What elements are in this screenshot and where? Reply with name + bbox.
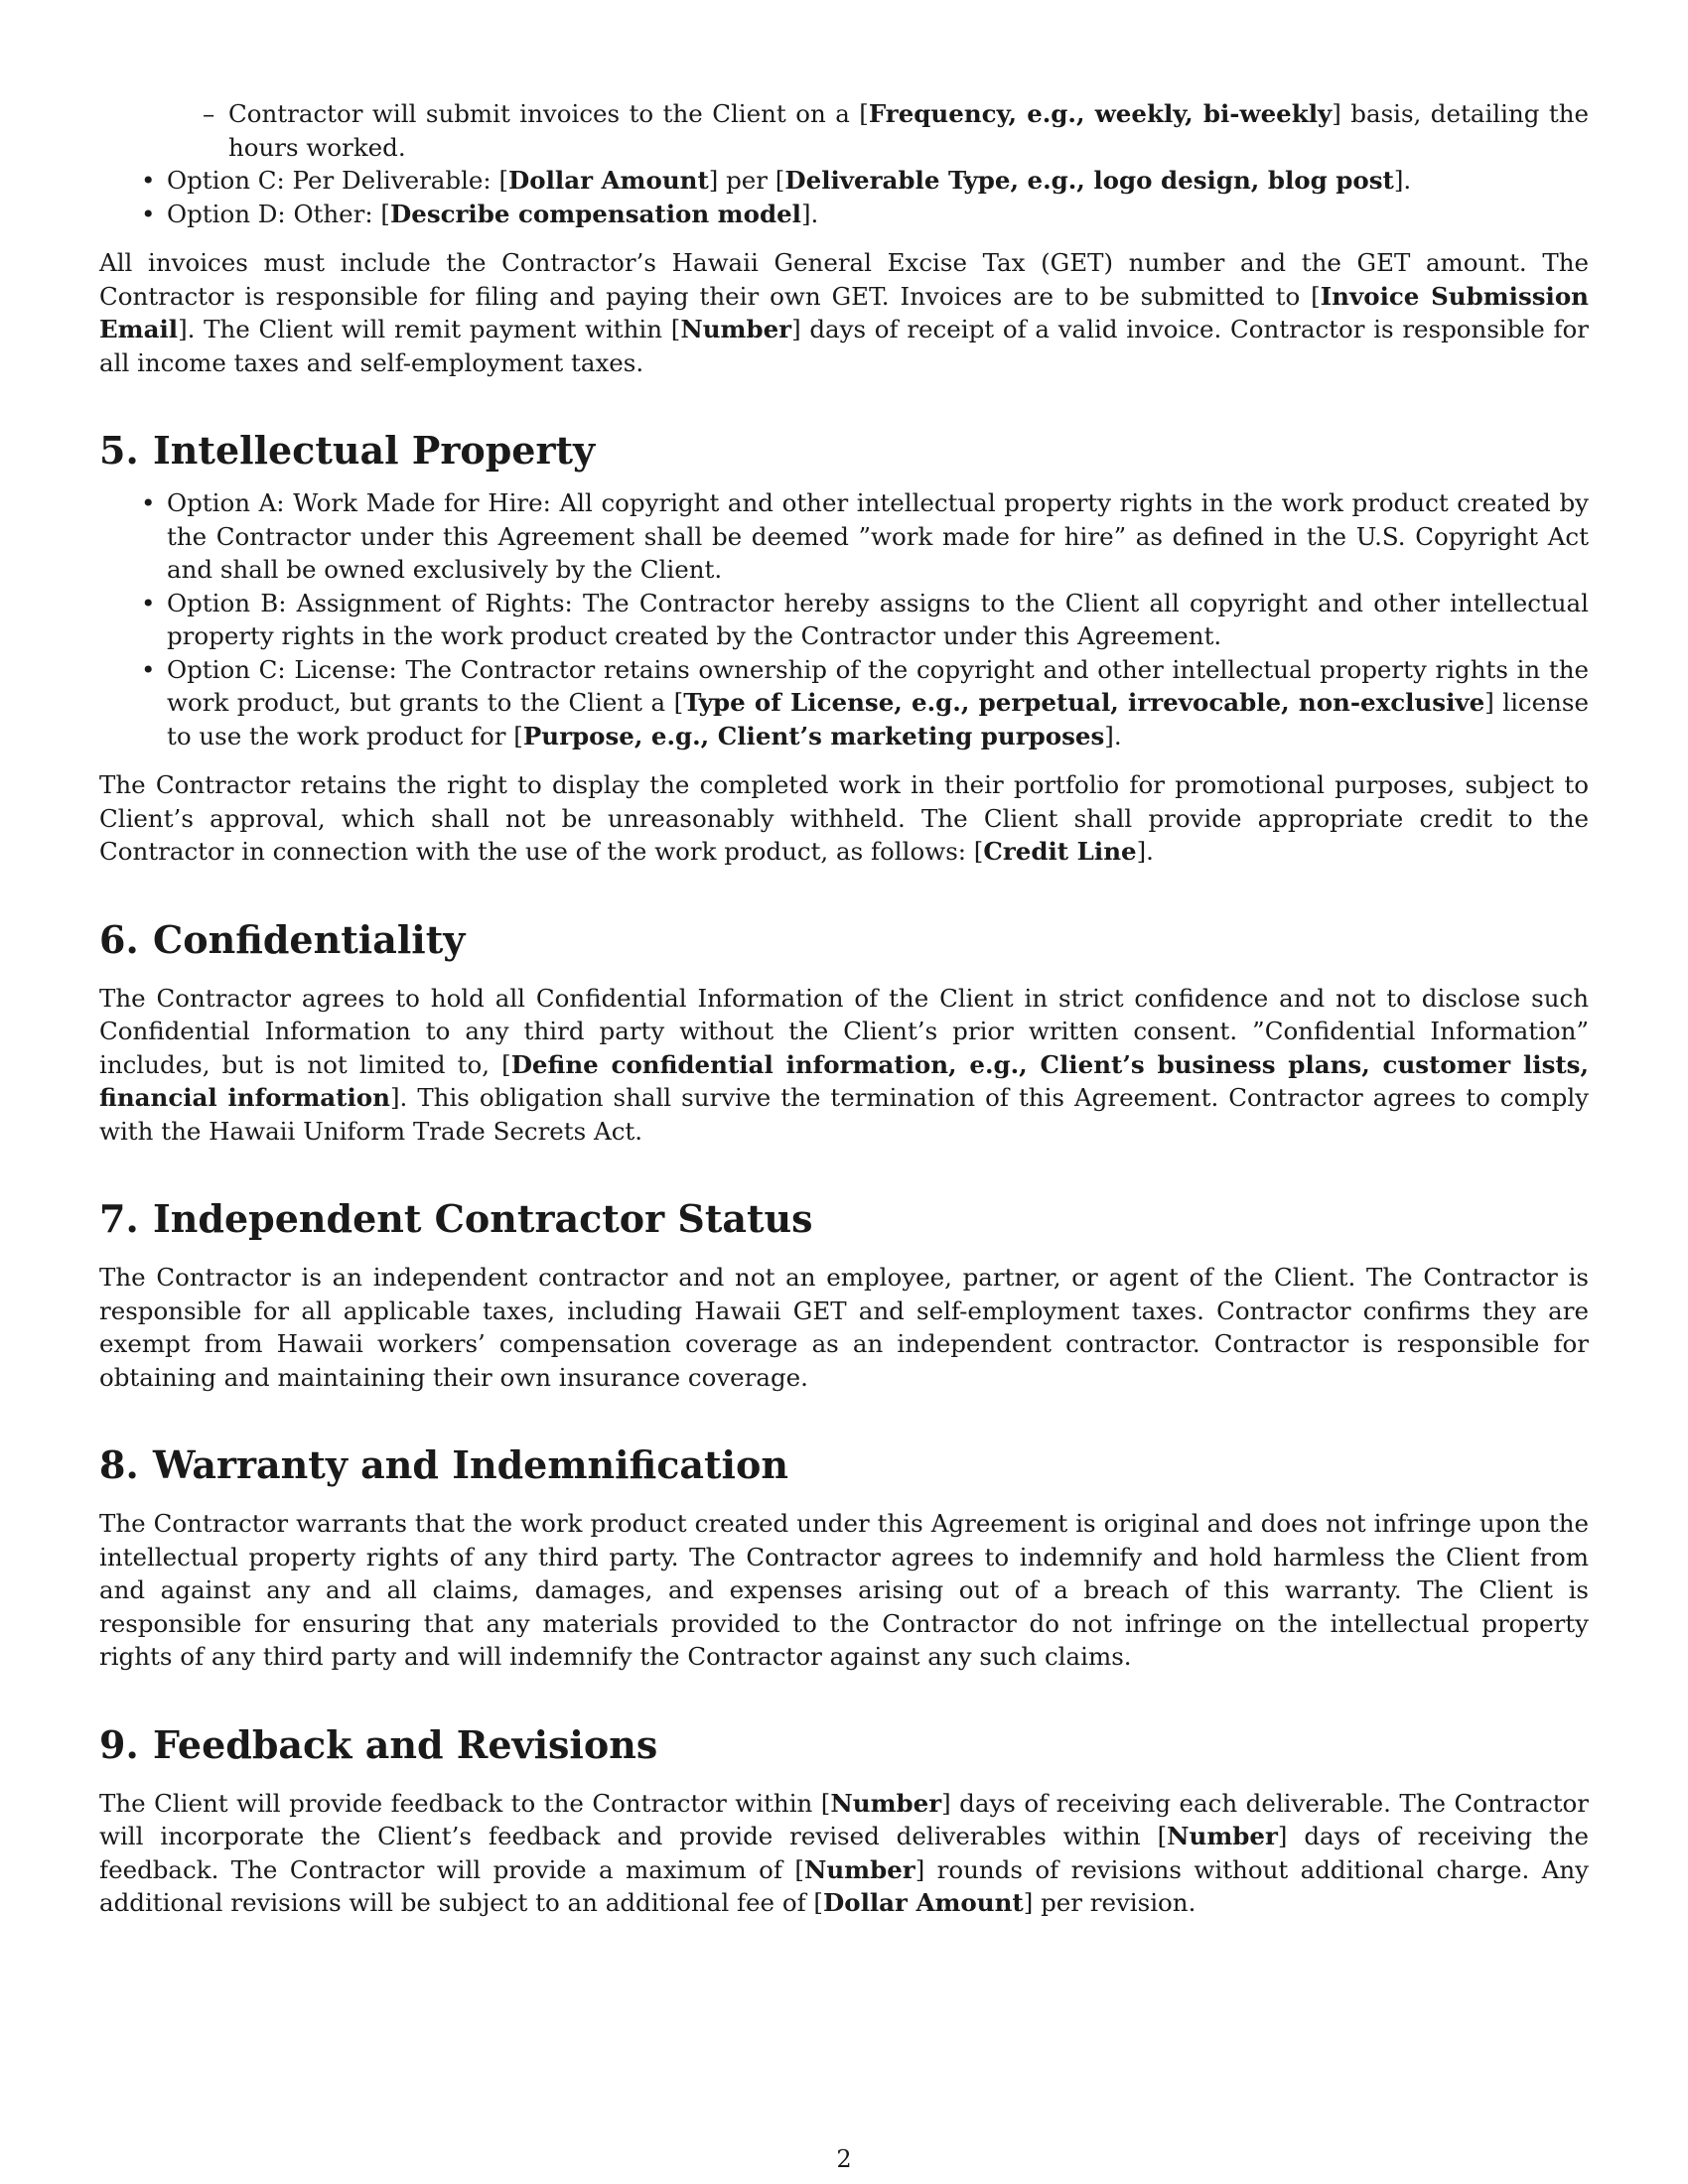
compensation-options-list bbox=[99, 164, 1589, 230]
page-number: 2 bbox=[836, 2145, 852, 2173]
invoice-frequency-list bbox=[99, 97, 1589, 164]
feedback-paragraph: The Client will provide feedback to the Contractor within [Number] days of receiving each deliverable. The Contractor will incorporate the Client’s feedback and provide revised deliverables within [Number] days of receiving the feedback. The Contractor will provide a maximum of [Number] rounds of revisions without additional charge. Any additional revisions will be subject to an additional fee of [Dollar Amount] per revision. bbox=[99, 1788, 1590, 1917]
section-heading: 9. Feedback and Revisions bbox=[99, 1721, 658, 1767]
section-heading: 6. Confidentiality bbox=[99, 916, 466, 962]
warranty-paragraph: The Contractor warrants that the work product created under this Agreement is original and does not infringe upon the intellectual property rights of any third party. The Contractor agrees to indemnify and hold harmless the Client from and against any and all claims, damages, and expenses arising out of a breach of this warranty. The Client is responsible for ensuring that any materials provided to the Contractor do not infringe on the intellectual property rights of any third party and will indemnify the Contractor against any such claims. bbox=[99, 1509, 1589, 1671]
list-item: – Contractor will submit invoices to the Client on a [Frequency, e.g., weekly, bi-weekly] basis, detailing the hours worked. bbox=[99, 97, 1589, 164]
list-item: • Option C: Per Deliverable: [Dollar Amount] per [Deliverable Type, e.g., logo design, blog post]. bbox=[99, 164, 1589, 198]
list-item: • Option B: Assignment of Rights: The Contractor hereby assigns to the Client all copyright and other intellectual property rights in the work product created by the Contractor under this Agreement. bbox=[99, 587, 1589, 653]
section-heading: 5. Intellectual Property bbox=[99, 428, 596, 473]
invoice-paragraph: All invoices must include the Contractor’s Hawaii General Excise Tax (GET) number and the GET amount. The Contractor is responsible for filing and paying their own GET. Invoices are to be submitted to [Invoice Submission Email]. The Client will remit payment within [Number] days of receipt of a valid invoice. Contractor is responsible for all income taxes and self-employment taxes. bbox=[99, 248, 1589, 377]
portfolio-paragraph: The Contractor retains the right to display the completed work in their portfolio for promotional purposes, subject to Client’s approval, which shall not be unreasonably withheld. The Client shall provide appropriate credit to the Contractor in connection with the use of the work product, as follows: [Credit Line]. bbox=[99, 770, 1589, 866]
list-item: • Option A: Work Made for Hire: All copyright and other intellectual property rights in the work product created by the Contractor under this Agreement shall be deemed ”work made for hire” as defined in the U.S. Copyright Act and shall be owned exclusively by the Client. bbox=[99, 486, 1589, 587]
list-item: • Option D: Other: [Describe compensation model]. bbox=[99, 198, 1589, 231]
list-item: • Option C: License: The Contractor retains ownership of the copyright and other intellectual property rights in the work product, but grants to the Client a [Type of License, e.g., perpetual, irrevocable, non-exclusive] license to use the work product for [Purpose, e.g., Client’s marketing purposes]. bbox=[99, 653, 1589, 753]
section-heading: 7. Independent Contractor Status bbox=[99, 1196, 813, 1241]
confidentiality-paragraph: The Contractor agrees to hold all Confidential Information of the Client in strict confidence and not to disclose such Confidential Information to any third party without the Client’s prior written consent. ”Confidential Information” includes, but is not limited to, [Define confidential information, e.g., Client’s business plans, customer lists, financial information]. This obligation shall survive the termination of this Agreement. Contractor agrees to comply with the Hawaii Uniform Trade Secrets Act. bbox=[99, 983, 1590, 1146]
section-heading: 8. Warranty and Indemnification bbox=[99, 1442, 788, 1487]
contractor-status-paragraph: The Contractor is an independent contractor and not an employee, partner, or agent of the Client. The Contractor is responsible for all applicable taxes, including Hawaii GET and self-employment taxes. Contractor confirms they are exempt from Hawaii workers’ compensation coverage as an independent contractor. Contractor is responsible for obtaining and maintaining their own insurance coverage. bbox=[99, 1263, 1589, 1392]
ip-options-list bbox=[99, 486, 1589, 752]
